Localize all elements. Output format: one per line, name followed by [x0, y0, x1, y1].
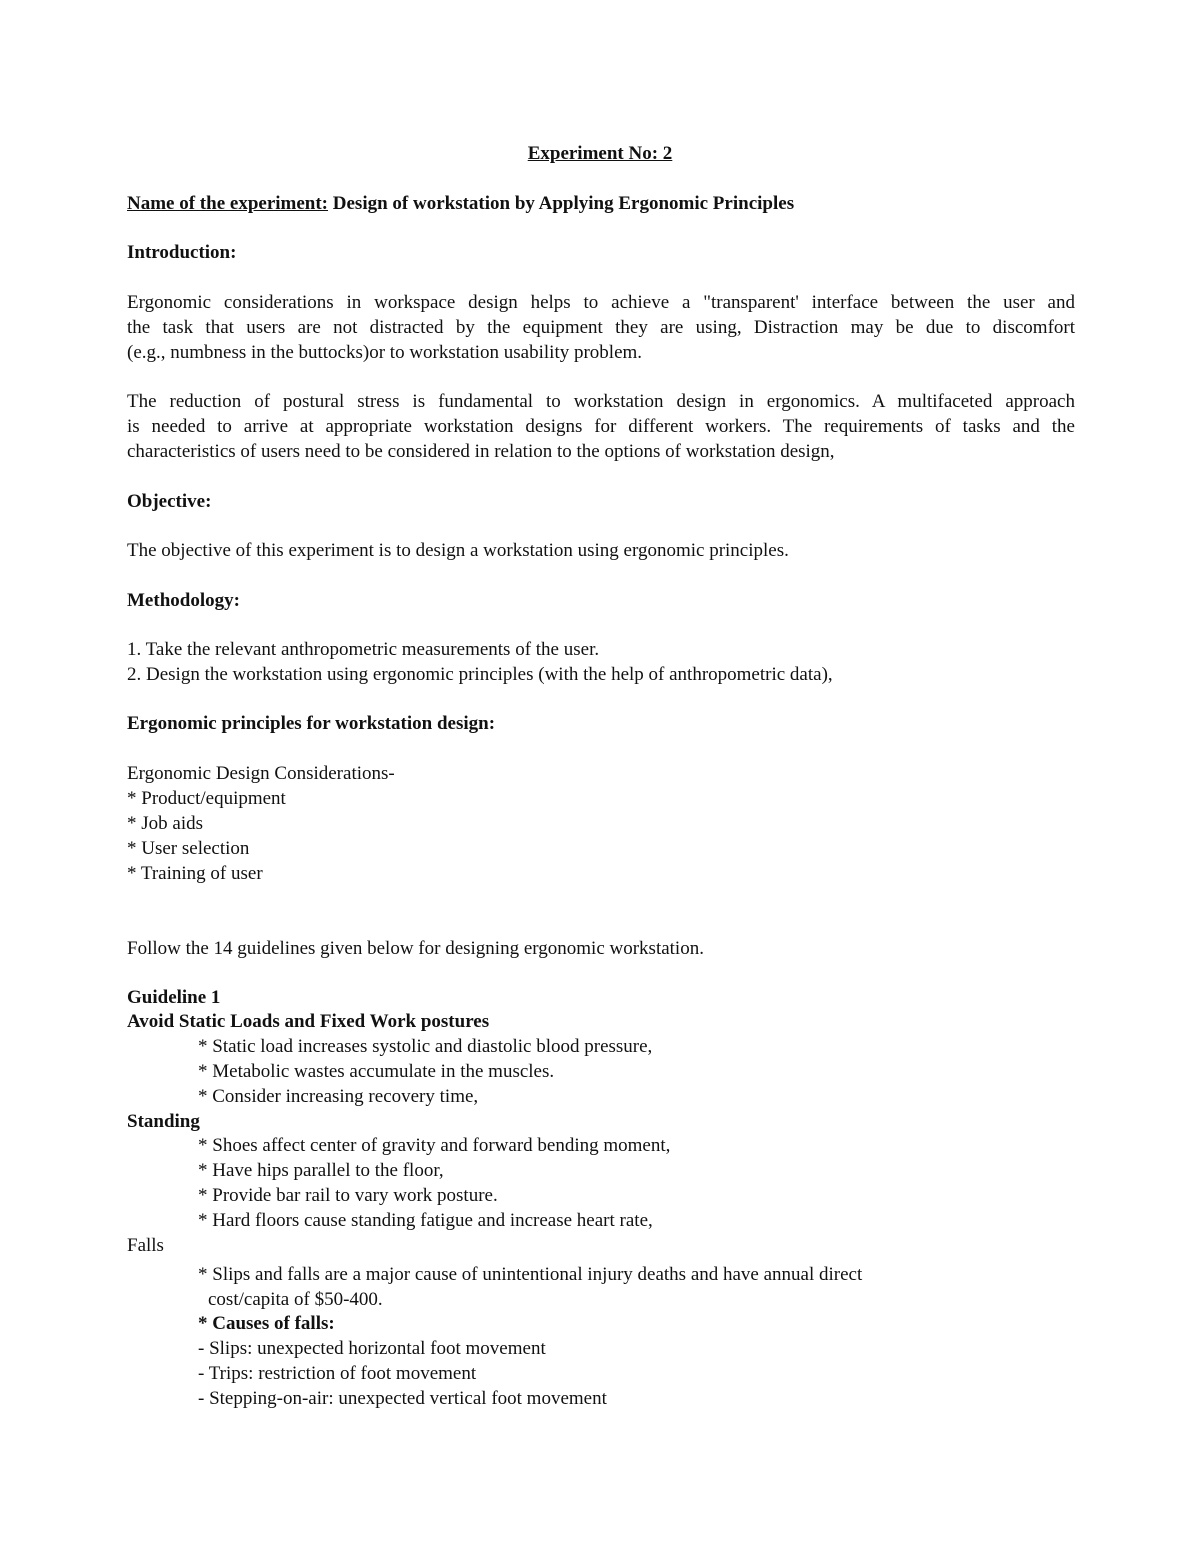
guideline-item: * Consider increasing recovery time, — [198, 1086, 479, 1107]
standing-item: * Have hips parallel to the floor, — [198, 1160, 444, 1181]
intro-para2-line: characteristics of users need to be considered in relation to the options of workstation design, — [127, 441, 835, 462]
principles-item: * User selection — [127, 838, 250, 859]
standing-item: * Provide bar rail to vary work posture. — [198, 1185, 498, 1206]
principles-item: * Training of user — [127, 863, 263, 884]
principles-heading: Ergonomic principles for workstation design: — [127, 713, 496, 734]
methodology-heading: Methodology: — [127, 590, 240, 611]
intro-para2-line: The reduction of postural stress is fundamental to workstation design in ergonomics. A multifaceted approach — [127, 391, 1075, 412]
follow-guidelines-text: Follow the 14 guidelines given below for designing ergonomic workstation. — [127, 938, 704, 959]
guideline-item: * Metabolic wastes accumulate in the muscles. — [198, 1061, 555, 1082]
document-title: Experiment No: 2 — [527, 143, 673, 164]
principles-intro: Ergonomic Design Considerations- — [127, 763, 395, 784]
experiment-name-value: Design of workstation by Applying Ergonomic Principles — [328, 193, 795, 214]
intro-para1-line: (e.g., numbness in the buttocks)or to workstation usability problem. — [127, 342, 643, 363]
falls-item: * Slips and falls are a major cause of unintentional injury deaths and have annual direct — [198, 1264, 863, 1285]
standing-heading: Standing — [127, 1111, 200, 1132]
falls-heading: Falls — [127, 1235, 164, 1256]
guideline-label: Guideline 1 — [127, 987, 221, 1008]
intro-para2-line: is needed to arrive at appropriate workstation designs for different workers. The requirements of tasks and the — [127, 416, 1075, 437]
objective-text: The objective of this experiment is to design a workstation using ergonomic principles. — [127, 540, 789, 561]
methodology-step: 1. Take the relevant anthropometric measurements of the user. — [127, 639, 600, 660]
guideline-title: Avoid Static Loads and Fixed Work postures — [127, 1011, 490, 1032]
methodology-step: 2. Design the workstation using ergonomic principles (with the help of anthropometric data), — [127, 664, 833, 685]
intro-para1-line: Ergonomic considerations in workspace design helps to achieve a "transparent' interface between the user and — [127, 292, 1075, 313]
causes-item: - Slips: unexpected horizontal foot movement — [198, 1338, 546, 1359]
causes-item: - Stepping-on-air: unexpected vertical foot movement — [198, 1388, 607, 1409]
principles-item: * Product/equipment — [127, 788, 286, 809]
principles-item: * Job aids — [127, 813, 203, 834]
guideline-item: * Static load increases systolic and diastolic blood pressure, — [198, 1036, 653, 1057]
standing-item: * Shoes affect center of gravity and forward bending moment, — [198, 1135, 671, 1156]
intro-para1-line: the task that users are not distracted by the equipment they are using, Distraction may be due to discomfort — [127, 317, 1075, 338]
objective-heading: Objective: — [127, 491, 212, 512]
experiment-name-label: Name of the experiment: — [127, 193, 329, 214]
falls-item-continuation: cost/capita of $50-400. — [208, 1289, 383, 1310]
causes-item: - Trips: restriction of foot movement — [198, 1363, 477, 1384]
introduction-heading: Introduction: — [127, 242, 237, 263]
experiment-name — [127, 192, 794, 217]
causes-heading: * Causes of falls: — [198, 1313, 335, 1334]
standing-item: * Hard floors cause standing fatigue and increase heart rate, — [198, 1210, 653, 1231]
